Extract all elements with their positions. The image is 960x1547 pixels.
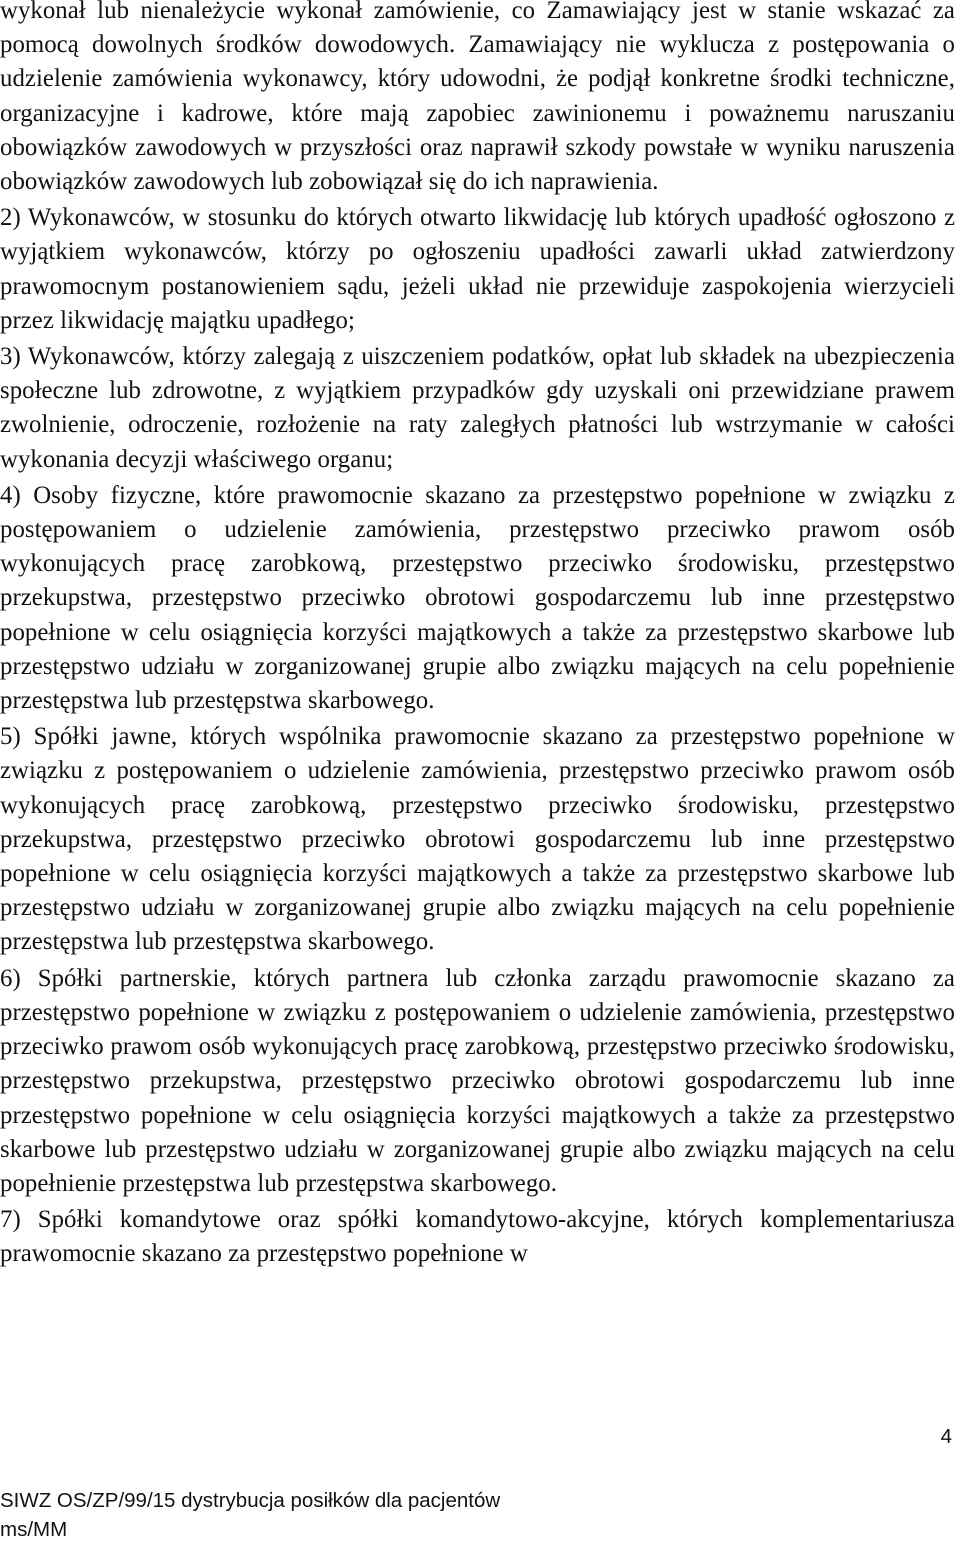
page-number: 4: [940, 1425, 952, 1448]
page-footer: [0, 1425, 960, 1547]
paragraph-item-5: 5) Spółki jawne, których wspólnika prawomocnie skazano za przestępstwo popełnione w związku z postępowaniem o udzielenie zamówienia, przestępstwo przeciwko prawom osób wykonujących pracę zarobkową, przestępstwo przeciwko środowisku, przestępstwo przekupstwa, przestępstwo przeciwko obrotowi gospodarczemu lub inne przestępstwo popełnione w celu osiągnięcia korzyści majątkowych a także za przestępstwo skarbowe lub przestępstwo udziału w zorganizowanej grupie albo związku mających na celu popełnienie przestępstwa lub przestępstwa skarbowego.: [0, 723, 955, 956]
footer-line-initials: ms/MM: [0, 1518, 68, 1541]
footer-line-reference: SIWZ OS/ZP/99/15 dystrybucja posiłków dla pacjentów: [0, 1489, 501, 1512]
paragraph-item-6: 6) Spółki partnerskie, których partnera lub członka zarządu prawomocnie skazano za przestępstwo popełnione w związku z postępowaniem o udzielenie zamówienia, przestępstwo przeciwko prawom osób wykonujących pracę zarobkową, przestępstwo przeciwko środowisku, przestępstwo przekupstwa, przestępstwo przeciwko obrotowi gospodarczemu lub inne przestępstwo popełnione w celu osiągnięcia korzyści majątkowych a także za przestępstwo skarbowe lub przestępstwo udziału w zorganizowanej grupie albo związku mających na celu popełnienie przestępstwa lub przestępstwa skarbowego.: [0, 964, 955, 1197]
paragraph-item-7: 7) Spółki komandytowe oraz spółki komandytowo-akcyjne, których komplementariusza prawomocnie skazano za przestępstwo popełnione w: [0, 1206, 955, 1268]
paragraph-item-4: 4) Osoby fizyczne, które prawomocnie skazano za przestępstwo popełnione w związku z postępowaniem o udzielenie zamówienia, przestępstwo przeciwko prawom osób wykonujących pracę zarobkową, przestępstwo przeciwko środowisku, przestępstwo przekupstwa, przestępstwo przeciwko obrotowi gospodarczemu lub inne przestępstwo popełnione w celu osiągnięcia korzyści majątkowych a także za przestępstwo skarbowe lub przestępstwo udziału w zorganizowanej grupie albo związku mających na celu popełnienie przestępstwa lub przestępstwa skarbowego.: [0, 481, 955, 715]
footer-text: [0, 1486, 590, 1544]
paragraph-continuation: wykonał lub nienależycie wykonał zamówienie, co Zamawiający jest w stanie wskazać za pomocą dowolnych środków dowodowych. Zamawiający nie wyklucza z postępowania o udzielenie zamówienia wykonawcy, który udowodni, że podjął konkretne środki techniczne, organizacyjne i kadrowe, które mają zapobiec zawinionemu i poważnemu naruszaniu obowiązków zawodowych w przyszłości oraz naprawił szkody powstałe w wyniku naruszenia obowiązków zawodowych lub zobowiązał się do ich naprawienia.: [0, 0, 955, 196]
paragraph-item-2: 2) Wykonawców, w stosunku do których otwarto likwidację lub których upadłość ogłoszono z wyjątkiem wykonawców, którzy po ogłoszeniu upadłości zawarli układ zatwierdzony prawomocnym postanowieniem sądu, jeżeli układ nie przewiduje zaspokojenia wierzycieli przez likwidację majątku upadłego;: [0, 204, 955, 334]
paragraph-item-3: 3) Wykonawców, którzy zalegają z uiszczeniem podatków, opłat lub składek na ubezpieczenia społeczne lub zdrowotne, z wyjątkiem przypadków gdy uzyskali oni przewidziane prawem zwolnienie, odroczenie, rozłożenie na raty zaległych płatności lub wstrzymanie w całości wykonania decyzji właściwego organu;: [0, 343, 955, 473]
